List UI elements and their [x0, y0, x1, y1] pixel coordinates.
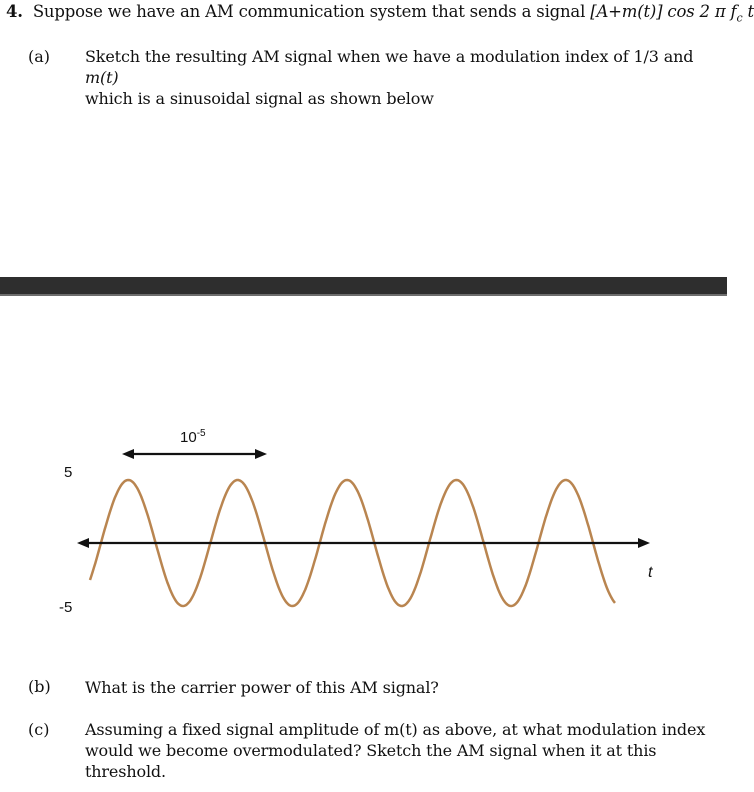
part-a-mt: m(t) — [85, 68, 119, 87]
signal-expression-main: [A+m(t)] cos 2 π f — [590, 2, 737, 21]
part-c-label: (c) — [28, 720, 50, 739]
time-axis — [77, 538, 650, 548]
part-a-text-line2: which is a sinusoidal signal as shown below — [85, 89, 434, 108]
y-max-label: 5 — [64, 464, 73, 481]
part-b-label: (b) — [28, 677, 51, 696]
question-heading — [6, 2, 754, 24]
y-min-label: -5 — [59, 599, 73, 616]
part-c-text — [85, 719, 725, 782]
part-a-text — [85, 46, 725, 109]
question-text: Suppose we have an AM communication system that sends a signal — [32, 2, 586, 21]
x-axis-label: t — [648, 564, 653, 581]
part-a-text-line1: Sketch the resulting AM signal when we have a modulation index of 1/3 and — [85, 47, 694, 66]
modulating-signal-figure — [0, 400, 727, 640]
period-arrow — [122, 449, 267, 459]
part-c-line2: would we become overmodulated? Sketch the AM signal when it at this — [85, 741, 657, 760]
part-c-line1: Assuming a fixed signal amplitude of m(t) as above, at what modulation index — [85, 720, 706, 739]
part-c-line3: threshold. — [85, 762, 166, 781]
signal-expression-tail: t — [742, 2, 754, 21]
part-b-text: What is the carrier power of this AM signal? — [85, 678, 439, 697]
signal-expression-subscript: c — [736, 11, 743, 25]
question-number: 4. — [6, 2, 23, 21]
section-divider — [0, 277, 727, 296]
part-a-label: (a) — [28, 47, 51, 66]
signal-expression — [590, 2, 754, 25]
period-label: $10^{-5}$ — [180, 428, 206, 446]
